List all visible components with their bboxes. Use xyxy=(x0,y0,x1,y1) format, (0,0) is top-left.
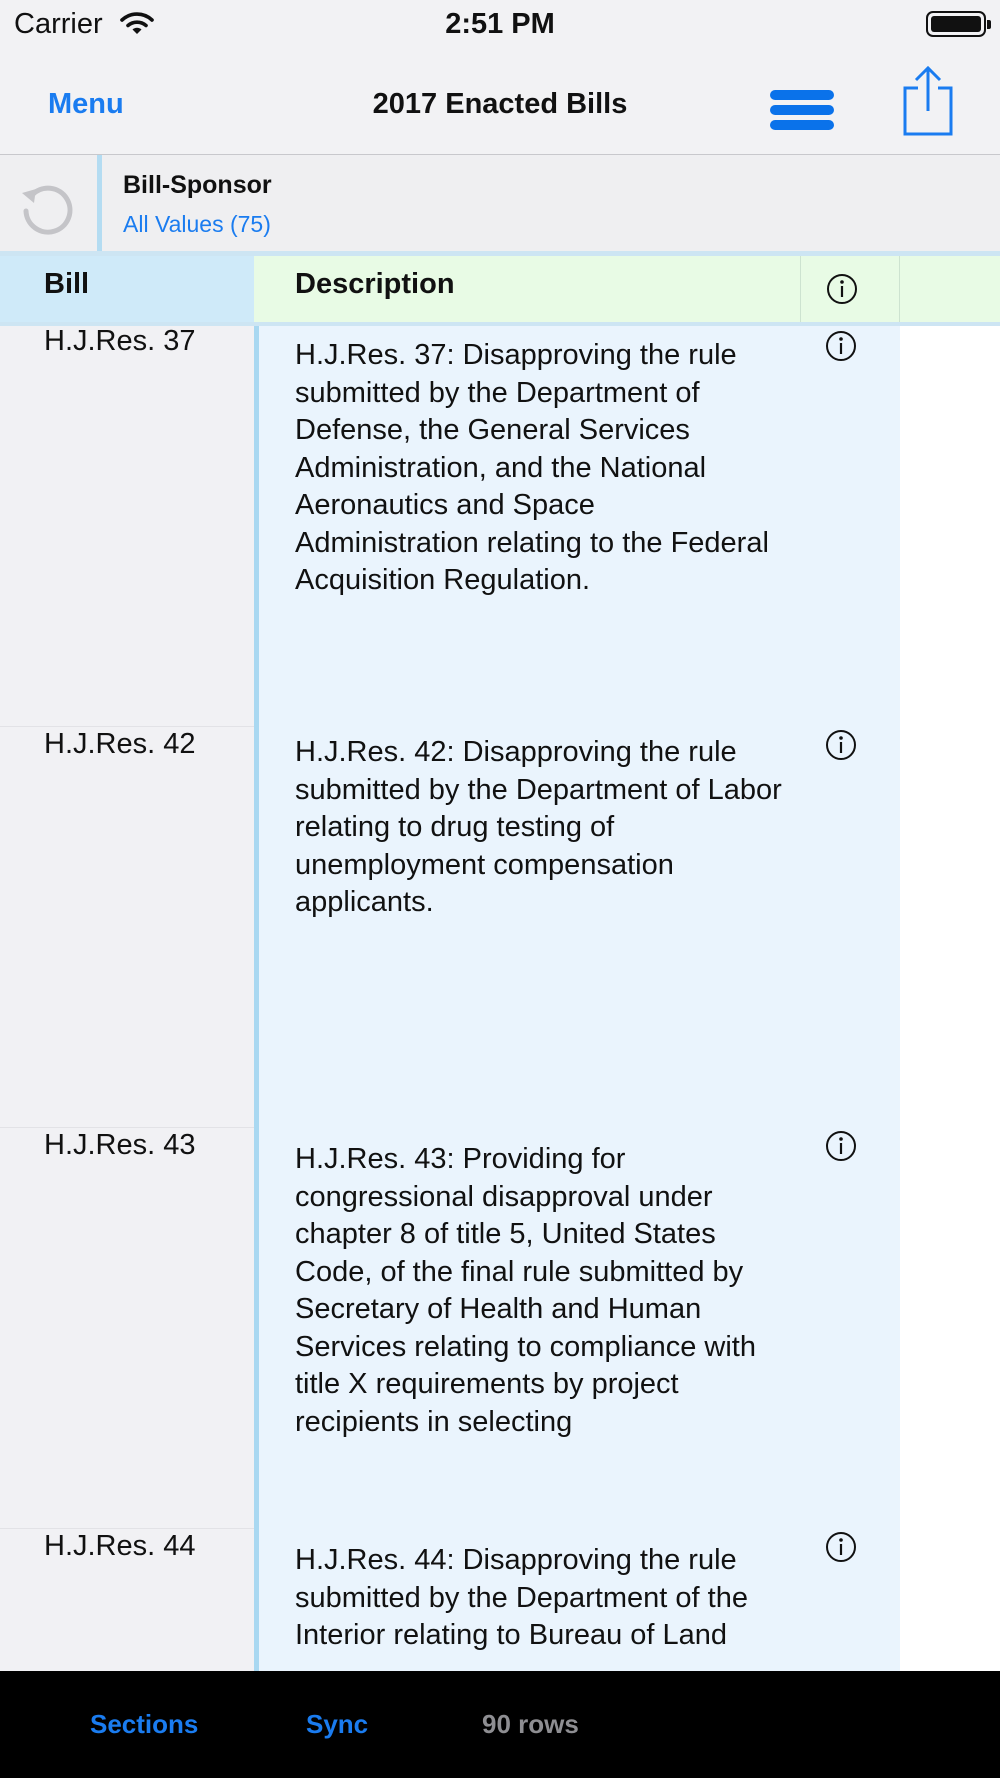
table-header xyxy=(0,256,1000,324)
bill-cell: H.J.Res. 37 xyxy=(44,326,196,357)
hamburger-icon[interactable] xyxy=(770,90,834,130)
status-time: 2:51 PM xyxy=(445,8,555,40)
info-icon[interactable] xyxy=(825,330,855,360)
status-bar xyxy=(0,0,1000,50)
sync-button[interactable]: Sync xyxy=(306,1709,369,1739)
page-title: 2017 Enacted Bills xyxy=(372,88,628,120)
refresh-icon[interactable] xyxy=(18,179,78,239)
description-cell: H.J.Res. 37: Disapproving the rule submitted by the Department of Defense, the General Services Administration, and the National Aeronautics and Space Administration relating to the Federal Acquisition Regulation. xyxy=(295,339,769,596)
filter-divider xyxy=(97,155,102,251)
info-icon[interactable] xyxy=(825,1531,855,1561)
description-cell: H.J.Res. 44: Disapproving the rule submitted by the Department of the Interior relating to Bureau of Land xyxy=(295,1544,748,1651)
column-header-label: Bill xyxy=(44,268,90,300)
info-icon xyxy=(826,273,858,305)
bill-cell: H.J.Res. 44 xyxy=(44,1530,196,1562)
bottom-toolbar xyxy=(0,1671,1000,1778)
table-row[interactable] xyxy=(0,726,1000,1127)
filter-bar xyxy=(0,155,1000,251)
bill-cell: H.J.Res. 42 xyxy=(44,728,196,760)
table-row[interactable] xyxy=(0,1127,1000,1528)
menu-button[interactable]: Menu xyxy=(48,88,124,120)
info-icon[interactable] xyxy=(825,1130,855,1160)
info-icon[interactable] xyxy=(825,729,855,759)
carrier-label: Carrier xyxy=(14,8,103,40)
filter-values-link[interactable]: All Values (75) xyxy=(123,211,271,237)
filter-name: Bill-Sponsor xyxy=(123,171,272,199)
table-row[interactable] xyxy=(0,326,1000,726)
column-header-empty xyxy=(900,256,1000,324)
column-header-description[interactable] xyxy=(254,256,800,324)
bill-cell: H.J.Res. 43 xyxy=(44,1129,196,1161)
description-cell: H.J.Res. 42: Disapproving the rule submitted by the Department of Labor relating to drug testing of unemployment compensation applicants. xyxy=(295,736,782,918)
row-count-label: 90 rows xyxy=(482,1709,579,1739)
column-header-label: Description xyxy=(295,268,455,300)
column-header-info[interactable] xyxy=(800,256,900,324)
table-body[interactable] xyxy=(0,326,1000,1671)
table-row[interactable] xyxy=(0,1528,1000,1671)
battery-icon xyxy=(926,11,986,37)
share-icon[interactable] xyxy=(900,66,956,136)
sections-button[interactable]: Sections xyxy=(90,1709,199,1739)
column-header-bill[interactable] xyxy=(0,256,254,324)
nav-bar xyxy=(0,50,1000,155)
description-cell: H.J.Res. 43: Providing for congressional disapproval under chapter 8 of title 5, United States Code, of the final rule submitted by Secretary of Health and Human Services relating to compliance with title X requirements by project recipients in selecting xyxy=(295,1143,756,1438)
